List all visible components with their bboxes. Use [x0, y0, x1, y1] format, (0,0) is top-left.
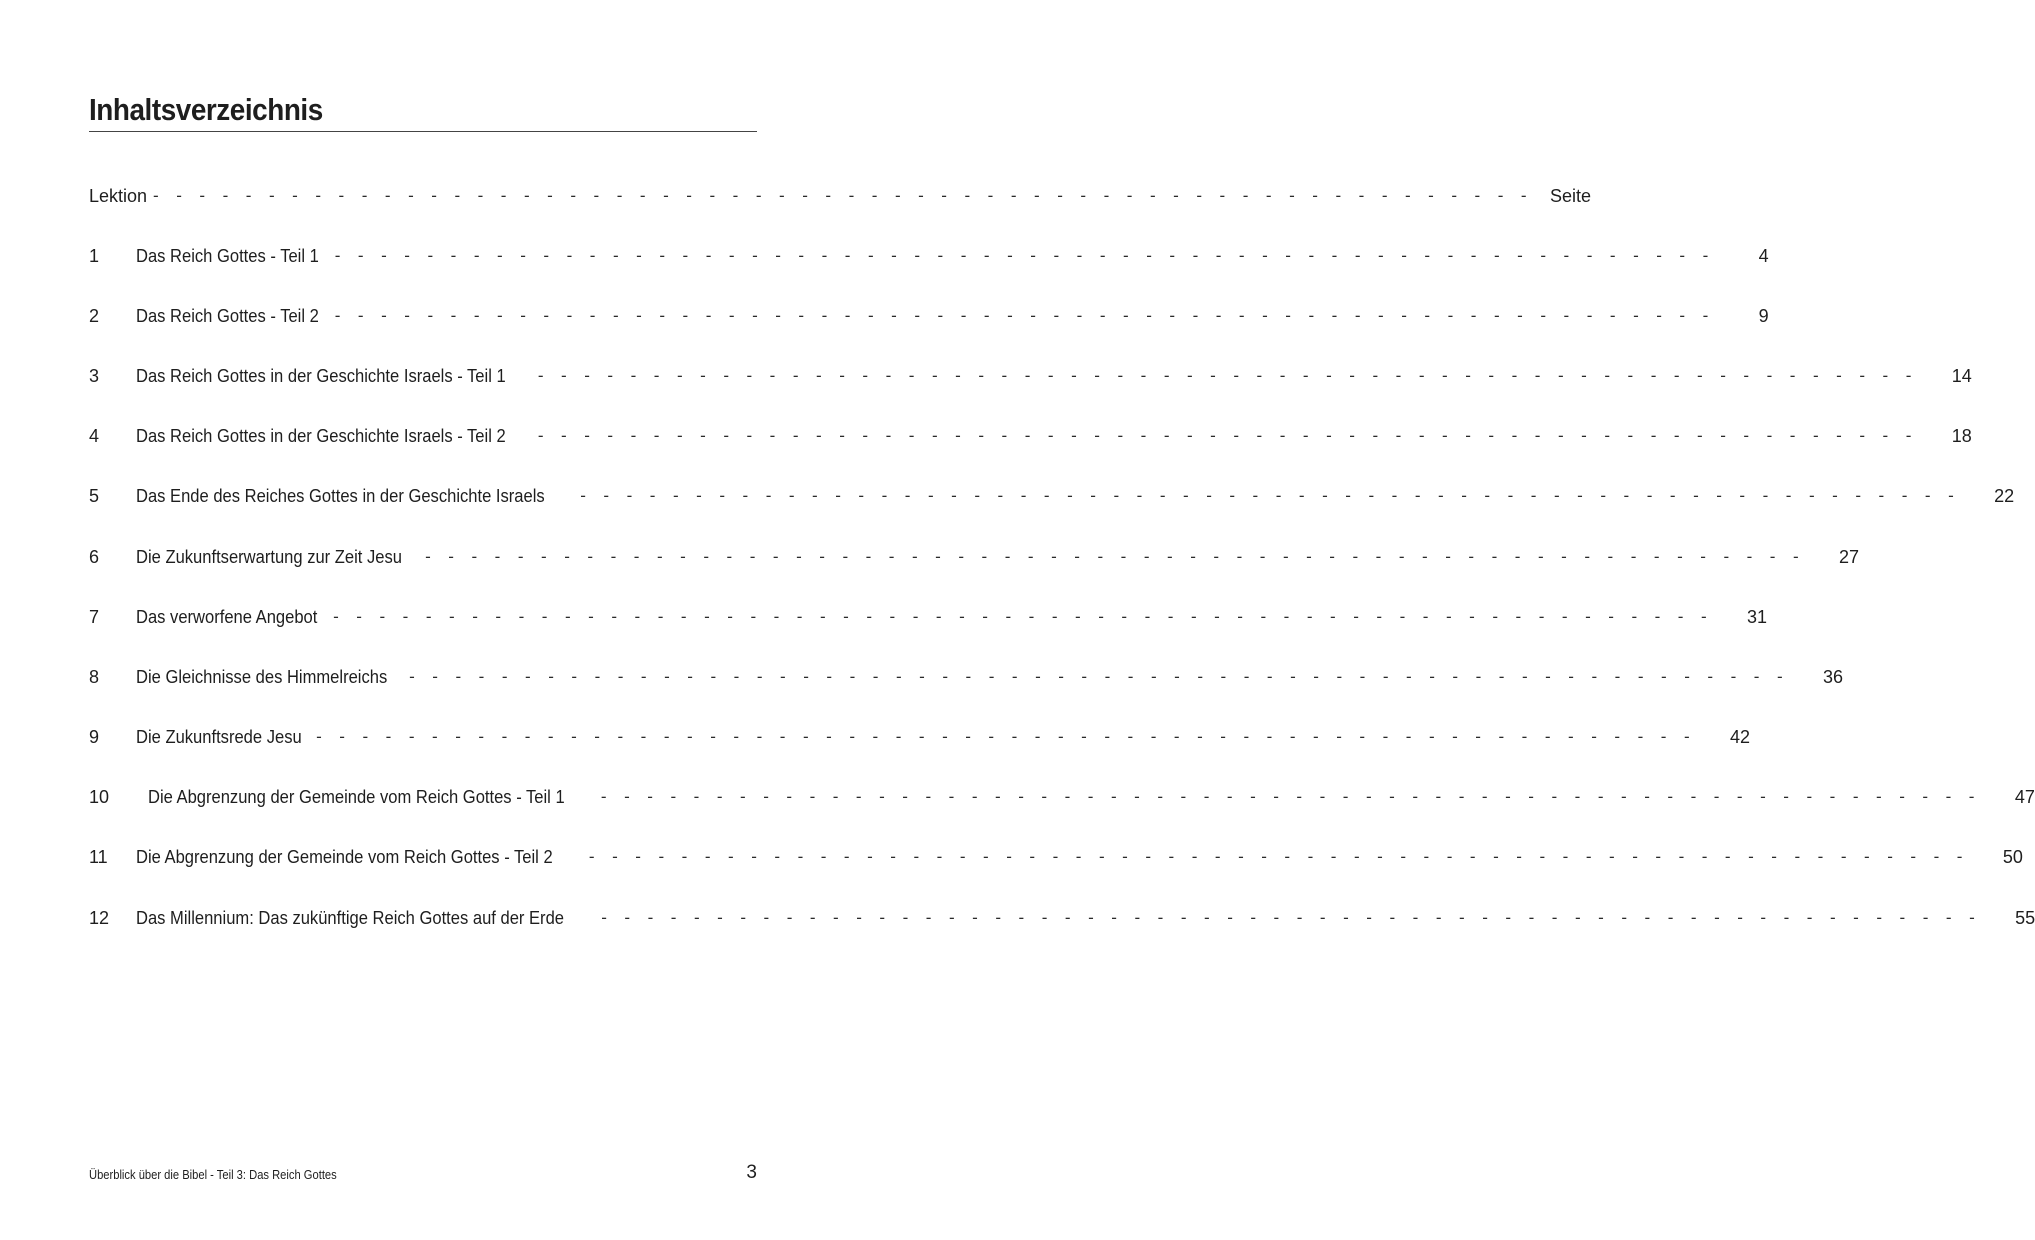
dot-leader: - - - - - - - - - - - - - - - - - - - - - - - - - - - - - - - - - - - - - - - - - - - - - - - - - - - - - - - - - - - -	[333, 607, 1714, 626]
lesson-title: Das Millennium: Das zukünftige Reich Gottes auf der Erde	[136, 907, 565, 928]
page-number: 31	[1747, 606, 1768, 627]
lesson-title: Die Abgrenzung der Gemeinde vom Reich Gottes - Teil 1	[148, 786, 565, 807]
toc-header-seite: Seite	[1549, 185, 1591, 206]
toc-header-lektion: Lektion	[89, 185, 148, 206]
lesson-title: Das Reich Gottes in der Geschichte Israels - Teil 1	[136, 365, 506, 386]
toc-header	[89, 183, 1591, 209]
lesson-number: 5	[89, 485, 100, 506]
page-number: 14	[1951, 365, 1972, 386]
lesson-number: 10	[89, 786, 110, 807]
dot-leader: - - - - - - - - - - - - - - - - - - - - - - - - - - - - - - - - - - - - - - - - - - - - - - - - - - - - - - - - - - - -	[316, 727, 1697, 746]
page-number: 55	[2015, 907, 2035, 928]
page-number: 4	[1758, 245, 1769, 266]
dot-leader: - - - - - - - - - - - - - - - - - - - - - - - - - - - - - - - - - - - - - - - - - - - - - - - - - - - - - - - - - - - -	[537, 366, 1918, 385]
lesson-title: Die Zukunftserwartung zur Zeit Jesu	[136, 546, 402, 567]
page-title: Inhaltsverzeichnis	[89, 92, 323, 127]
dot-leader: - - - - - - - - - - - - - - - - - - - - - - - - - - - - - - - - - - - - - - - - - - - - - - - - - - - - - - - - - - - -	[580, 486, 1961, 505]
lesson-number: 1	[89, 245, 100, 266]
lesson-title: Das Reich Gottes in der Geschichte Israels - Teil 2	[136, 425, 506, 446]
lesson-number: 11	[89, 846, 108, 867]
toc-entry[interactable]	[89, 243, 1769, 269]
page-number: 27	[1839, 546, 1860, 567]
lesson-number: 4	[89, 425, 100, 446]
lesson-title: Die Gleichnisse des Himmelreichs	[136, 666, 388, 687]
dot-leader: - - - - - - - - - - - - - - - - - - - - - - - - - - - - - - - - - - - - - - - - - - - - - - - - - - - - - - - - - - - -	[334, 306, 1715, 325]
dot-leader: - - - - - - - - - - - - - - - - - - - - - - - - - - - - - - - - - - - - - - - - - - - - - - - - - - - - - - - - - - - -	[153, 186, 1533, 205]
lesson-title: Die Zukunftsrede Jesu	[136, 726, 302, 747]
lesson-number: 2	[89, 305, 100, 326]
dot-leader: - - - - - - - - - - - - - - - - - - - - - - - - - - - - - - - - - - - - - - - - - - - - - - - - - - - - - - - - - - - -	[601, 908, 1982, 927]
toc-entry[interactable]	[89, 604, 1768, 630]
toc-entry[interactable]	[89, 363, 1972, 389]
toc-entry[interactable]	[89, 905, 2035, 931]
lesson-number: 7	[89, 606, 100, 627]
lesson-number: 9	[89, 726, 100, 747]
toc-entry[interactable]	[89, 724, 1751, 750]
lesson-number: 6	[89, 546, 100, 567]
toc-entry[interactable]	[89, 664, 1844, 690]
page-number: 36	[1823, 666, 1844, 687]
lesson-number: 8	[89, 666, 100, 687]
lesson-number: 12	[89, 907, 110, 928]
toc-entry[interactable]	[89, 423, 1972, 449]
dot-leader: - - - - - - - - - - - - - - - - - - - - - - - - - - - - - - - - - - - - - - - - - - - - - - - - - - - - - - - - - - - -	[425, 547, 1806, 566]
lesson-title: Die Abgrenzung der Gemeinde vom Reich Gottes - Teil 2	[136, 846, 553, 867]
page-number: 50	[2002, 846, 2023, 867]
toc-entry[interactable]	[89, 544, 1860, 570]
page-number: 22	[1994, 485, 2015, 506]
lesson-number: 3	[89, 365, 100, 386]
toc-entry[interactable]	[89, 483, 2015, 509]
toc-entry[interactable]	[89, 303, 1769, 329]
page-number: 18	[1951, 425, 1972, 446]
lesson-title: Das verworfene Angebot	[136, 606, 318, 627]
dot-leader: - - - - - - - - - - - - - - - - - - - - - - - - - - - - - - - - - - - - - - - - - - - - - - - - - - - - - - - - - - - -	[409, 667, 1790, 686]
dot-leader: - - - - - - - - - - - - - - - - - - - - - - - - - - - - - - - - - - - - - - - - - - - - - - - - - - - - - - - - - - - -	[334, 246, 1715, 265]
page-number: 9	[1758, 305, 1769, 326]
footer-book-title: Überblick über die Bibel - Teil 3: Das Reich Gottes	[89, 1167, 337, 1182]
title-underline	[89, 131, 757, 132]
page-number: 42	[1730, 726, 1751, 747]
dot-leader: - - - - - - - - - - - - - - - - - - - - - - - - - - - - - - - - - - - - - - - - - - - - - - - - - - - - - - - - - - - -	[537, 426, 1918, 445]
lesson-title: Das Reich Gottes - Teil 2	[136, 305, 319, 326]
lesson-title: Das Reich Gottes - Teil 1	[136, 245, 319, 266]
toc-entry[interactable]	[89, 784, 2035, 810]
page-number: 47	[2014, 786, 2035, 807]
dot-leader: - - - - - - - - - - - - - - - - - - - - - - - - - - - - - - - - - - - - - - - - - - - - - - - - - - - - - - - - - - - -	[600, 787, 1981, 806]
toc-entry[interactable]	[89, 844, 2023, 870]
footer-page-number: 3	[746, 1162, 757, 1183]
lesson-title: Das Ende des Reiches Gottes in der Geschichte Israels	[136, 485, 545, 506]
dot-leader: - - - - - - - - - - - - - - - - - - - - - - - - - - - - - - - - - - - - - - - - - - - - - - - - - - - - - - - - - - - -	[588, 847, 1969, 866]
